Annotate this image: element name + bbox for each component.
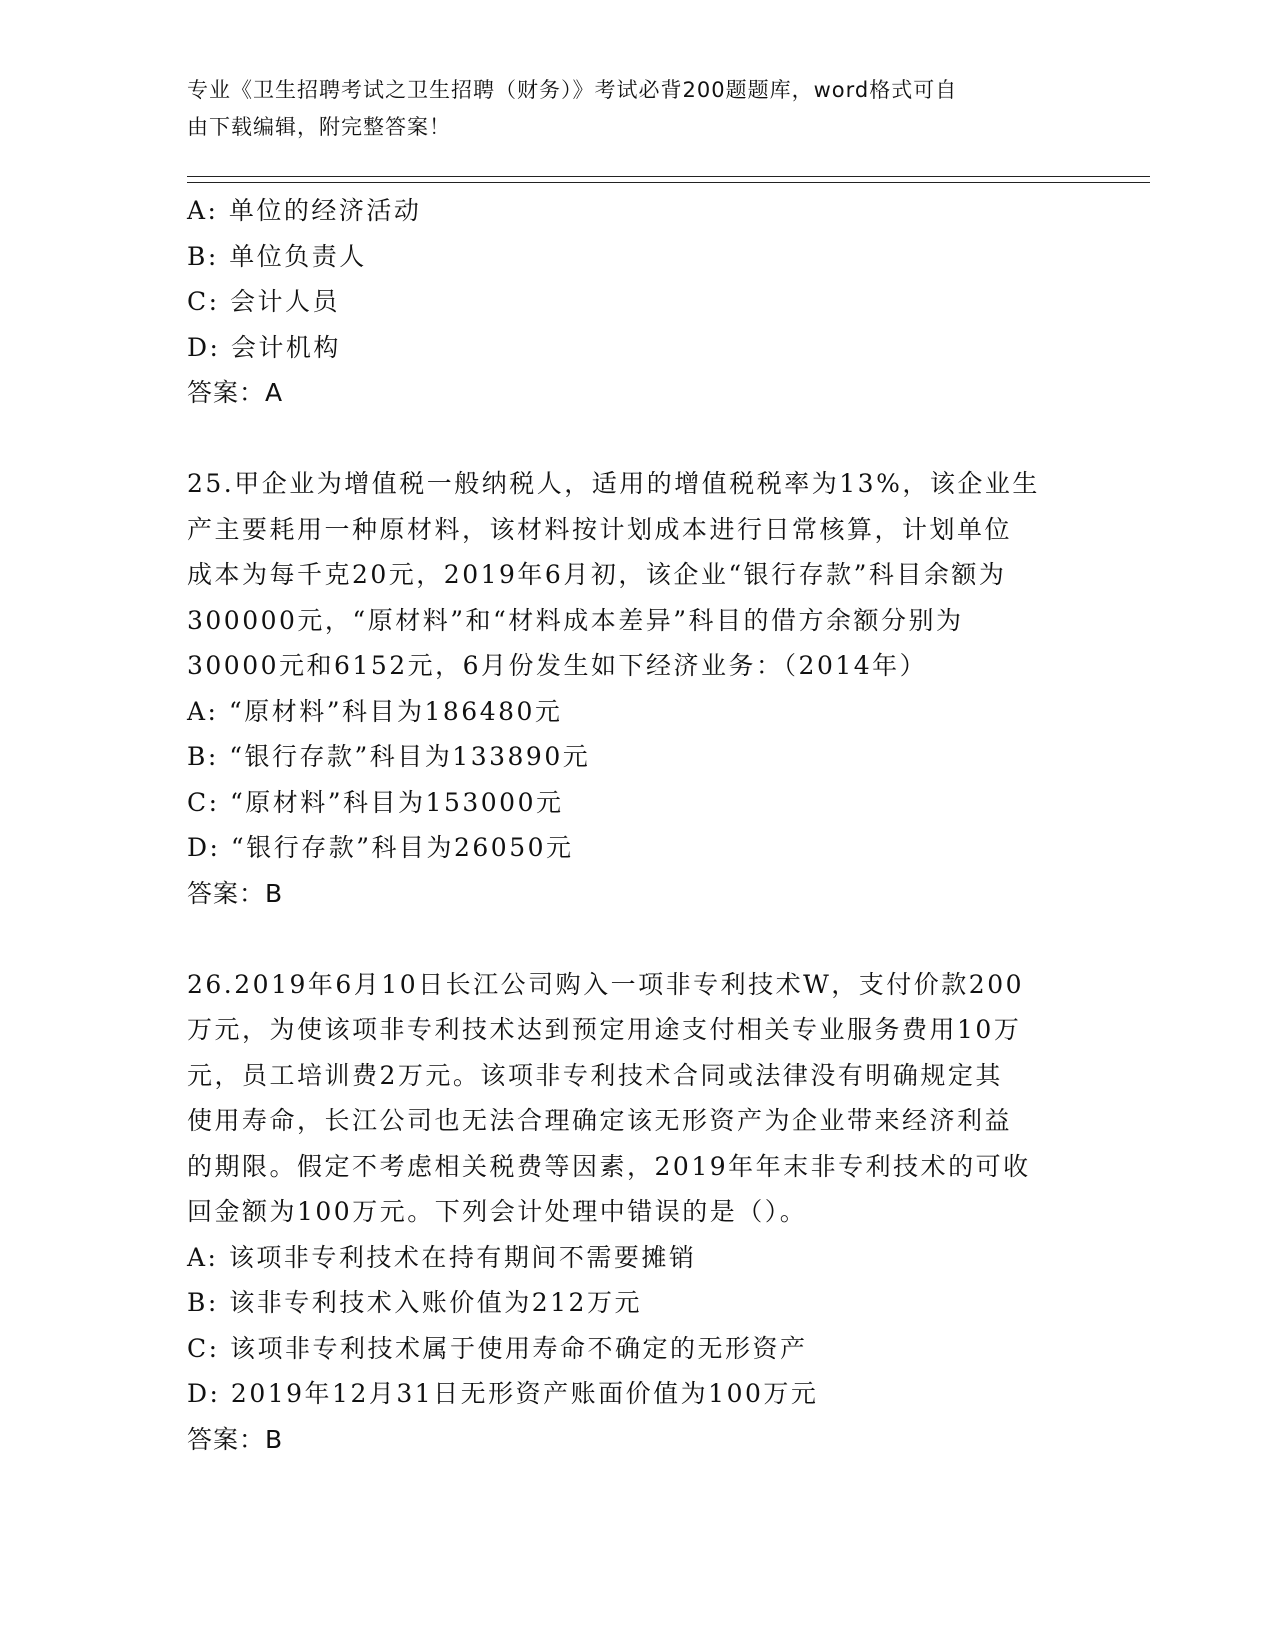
option-a: A: 单位的经济活动 (187, 196, 422, 225)
question-stem-line: 回金额为100万元。下列会计处理中错误的是（）。 (187, 1197, 808, 1226)
option-c: C: “原材料”科目为153000元 (187, 787, 564, 817)
previous-question-block (187, 188, 1087, 416)
header-line-1: 专业《卫生招聘考试之卫生招聘（财务）》考试必背200题题库，word格式可自 (187, 78, 958, 102)
answer-line: 答案：B (187, 1424, 284, 1454)
document-header (187, 72, 1087, 146)
question-content (187, 188, 1087, 1462)
answer-line: 答案：A (187, 378, 284, 407)
option-d: D: 2019年12月31日无形资产账面价值为100万元 (187, 1379, 819, 1408)
option-b: B: 单位负责人 (187, 241, 367, 271)
question-stem-line: 万元，为使该项非专利技术达到预定用途支付相关专业服务费用10万 (187, 1015, 1022, 1044)
header-divider-bottom (187, 182, 1150, 183)
question-stem-line: 30000元和6152元，6月份发生如下经济业务：（2014年） (187, 651, 928, 680)
option-b: B: “银行存款”科目为133890元 (187, 742, 591, 771)
option-a: A: “原材料”科目为186480元 (187, 696, 563, 726)
header-line-2: 由下载编辑，附完整答案！ (187, 115, 451, 139)
header-divider-top (187, 176, 1150, 177)
question-stem-line: 26.2019年6月10日长江公司购入一项非专利技术W，支付价款200 (187, 969, 1025, 999)
option-c: C: 会计人员 (187, 287, 340, 316)
answer-line: 答案：B (187, 878, 284, 908)
question-stem-line: 使用寿命，长江公司也无法合理确定该无形资产为企业带来经济利益 (187, 1106, 1013, 1135)
question-26 (187, 962, 1087, 1463)
spacer (187, 916, 1087, 962)
question-stem-line: 产主要耗用一种原材料，该材料按计划成本进行日常核算，计划单位 (187, 514, 1013, 544)
option-d: D: 会计机构 (187, 332, 341, 362)
question-stem-line: 300000元，“原材料”和“材料成本差异”科目的借方余额分别为 (187, 605, 964, 635)
question-stem-line: 成本为每千克20元，2019年6月初，该企业“银行存款”科目余额为 (187, 560, 1007, 589)
option-d: D: “银行存款”科目为26050元 (187, 833, 574, 862)
spacer (187, 416, 1087, 462)
option-a: A: 该项非专利技术在持有期间不需要摊销 (187, 1242, 697, 1272)
option-b: B: 该非专利技术入账价值为212万元 (187, 1288, 642, 1317)
option-c: C: 该项非专利技术属于使用寿命不确定的无形资产 (187, 1333, 808, 1363)
question-stem-line: 元，员工培训费2万元。该项非专利技术合同或法律没有明确规定其 (187, 1060, 1003, 1090)
question-stem-line: 25.甲企业为增值税一般纳税人，适用的增值税税率为13%，该企业生 (187, 469, 1040, 498)
question-stem-line: 的期限。假定不考虑相关税费等因素，2019年年末非专利技术的可收 (187, 1151, 1031, 1181)
question-25 (187, 461, 1087, 916)
